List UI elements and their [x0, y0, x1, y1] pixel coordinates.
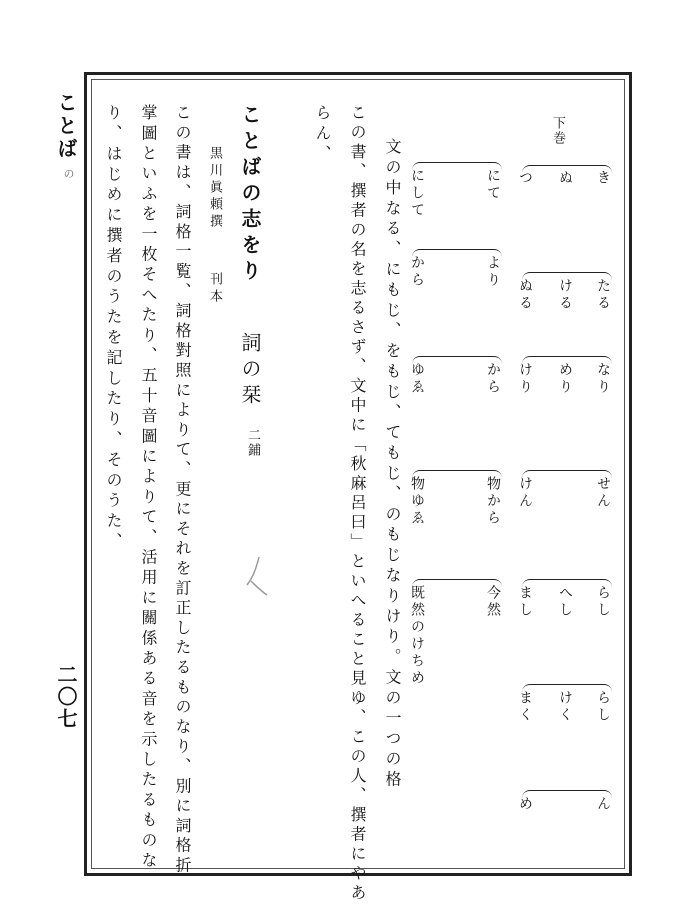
table-cell: から [485, 362, 501, 396]
brace-mark [522, 356, 612, 365]
brace-mark [412, 579, 502, 588]
table-cell: たる [595, 278, 611, 312]
table-cell: らし [595, 585, 611, 619]
table-cell: まし [517, 585, 533, 619]
table-cell: 物から [485, 476, 501, 527]
table-cell: なり [595, 362, 611, 396]
table-cell: けり [517, 362, 533, 396]
running-title-small: の [62, 168, 75, 179]
table-cell: ける [557, 278, 573, 312]
brace-mark [522, 165, 612, 174]
table-cell: め [517, 796, 533, 813]
body-line-1: 文の中なる、にもじ、をもじ、てもじ、のもじなりけり。文の一つの格 [383, 138, 402, 791]
brace-mark [412, 249, 502, 258]
table-cell: ん [595, 796, 611, 813]
table-cell: めり [557, 362, 573, 396]
brace-mark [412, 470, 502, 479]
brace-mark [522, 272, 612, 281]
table-cell: から [409, 255, 425, 289]
body-line-6: り、はじめに撰者のうたを記したり、そのうた、 [104, 104, 123, 553]
table-cell: けく [557, 690, 573, 724]
table-cell: より [485, 255, 501, 289]
brace-mark [522, 684, 612, 693]
body-line-4: この書は、詞格一覧、詞格對照によりて、更にそれを訂正したるものなり、別に詞格折 [173, 104, 192, 877]
table-cell: き [595, 170, 611, 187]
table-cell: にして [409, 168, 425, 219]
brace-mark [522, 790, 612, 799]
body-line-2: この書、撰者の名を志るさず、文中に「秋麻呂曰」といへること見ゆ、この人、撰者にやあ [348, 104, 367, 904]
section-subtitle: 詞の栞 [238, 332, 262, 410]
edition-line: 刊本 [207, 272, 222, 306]
table-cell: 既然のけちめ [409, 585, 425, 687]
brace-mark [412, 162, 502, 171]
brace-mark [412, 356, 502, 365]
running-title: ことば [54, 92, 78, 161]
table-cell: らし [595, 690, 611, 724]
body-line-5: 掌圖といふを一枚そへたり、五十音圖によりて、活用に關係ある音を示したるものな [139, 104, 158, 872]
section-volumes: 二鋪 [245, 428, 260, 458]
table-header: 下巻 [550, 116, 565, 146]
table-cell: へし [557, 585, 573, 619]
table-cell: つ [517, 170, 533, 187]
table-cell: けん [517, 476, 533, 510]
table-cell: ぬる [517, 278, 533, 312]
page-number: 二〇七 [54, 664, 78, 730]
author-line: 黒川眞頼撰 [207, 146, 222, 231]
section-heading: ことばの志をり [238, 104, 262, 286]
ink-mark [241, 555, 271, 600]
brace-mark [522, 579, 612, 588]
table-cell: ぬ [557, 170, 573, 187]
table-cell: ゆゑ [409, 362, 425, 396]
table-cell: 今然 [485, 585, 501, 619]
table-cell: せん [595, 476, 611, 510]
table-cell: まく [517, 690, 533, 724]
brace-mark [522, 470, 612, 479]
body-line-3: らん、 [313, 104, 332, 166]
table-cell: 物ゆゑ [409, 476, 425, 527]
table-cell: にて [485, 168, 501, 202]
